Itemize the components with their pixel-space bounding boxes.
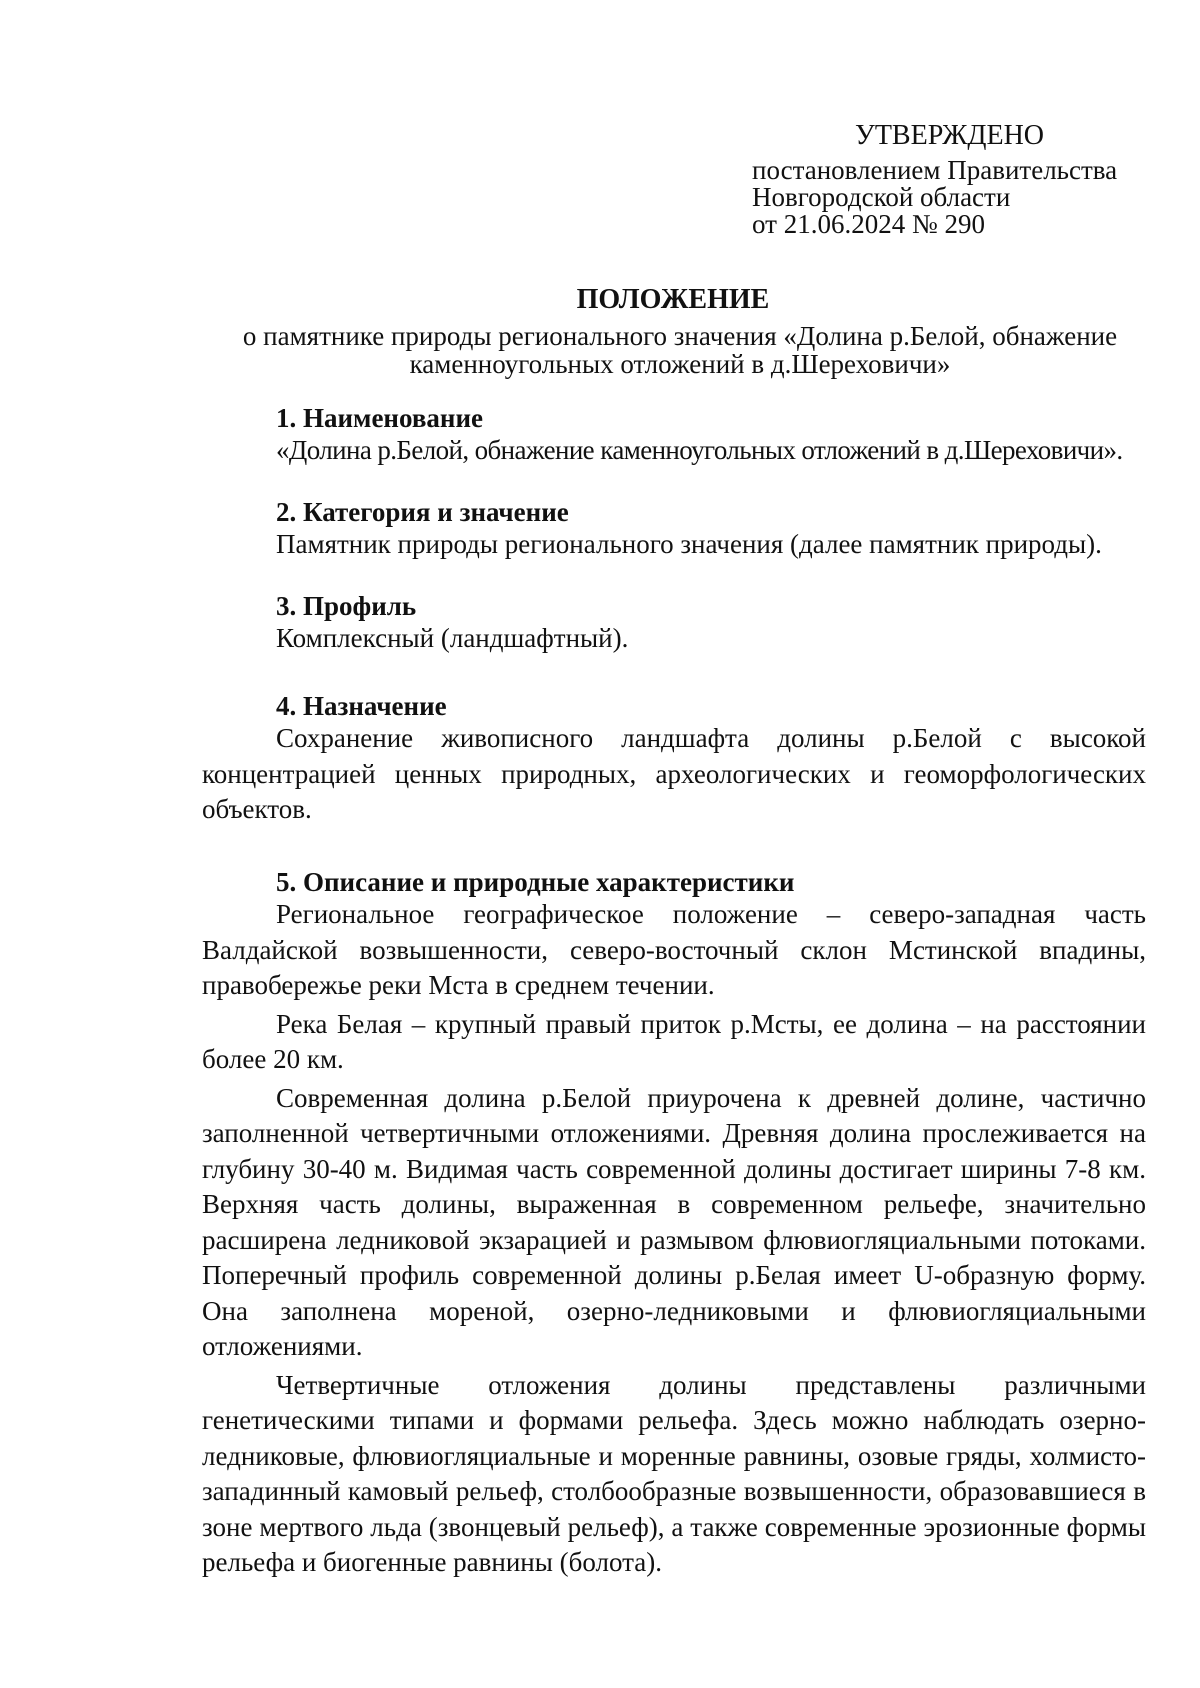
section-text: Комплексный (ландшафтный).: [276, 623, 629, 653]
document-subtitle: о памятнике природы регионального значения «Долина р.Белой, обнажение каменноугольных отложений в д.Шереховичи»: [242, 321, 1118, 379]
section-heading: 1. Наименование: [276, 403, 483, 433]
approval-line-1: постановлением Правительства: [752, 155, 1118, 185]
section-text: Памятник природы регионального значения (далее памятник природы).: [276, 529, 1102, 559]
section-heading: 4. Назначение: [276, 691, 447, 721]
section-paragraph: Четвертичные отложения долины представлены различными генетическими типами и формами рельефа. Здесь можно наблюдать озерно-ледниковые, флювиогляциальные и моренные равнины, озовые гряды, холмисто-западинный камовый рельеф, столбообразные возвышенности, образовавшиеся в зоне мертвого льда (звонцевый рельеф), а также современные эрозионные формы рельефа и биогенные равнины (болота).: [202, 1369, 1146, 1577]
section-text: «Долина р.Белой, обнажение каменноугольных отложений в д.Шереховичи».: [276, 435, 1123, 465]
approval-heading: УТВЕРЖДЕНО: [855, 120, 1045, 151]
document-title: ПОЛОЖЕНИЕ: [576, 284, 770, 315]
section-heading: 5. Описание и природные характеристики: [276, 867, 795, 897]
section-paragraph: Современная долина р.Белой приурочена к древней долине, частично заполненной четвертичными отложениями. Древняя долина прослеживается на глубину 30-40 м. Видимая часть современной долины достигает ширины 7-8 км. Верхняя часть долины, выраженная в современном рельефе, значительно расширена ледниковой экзарацией и размывом флювиогляциальными потоками. Поперечный профиль современной долины р.Белая имеет U-образную форму. Она заполнена мореной, озерно-ледниковыми и флювиогляциальными отложениями.: [202, 1082, 1146, 1361]
approval-stamp: [752, 122, 1117, 238]
section-heading: 2. Категория и значение: [276, 497, 569, 527]
section-purpose: [202, 691, 1146, 828]
section-paragraph: Региональное географическое положение – северо-западная часть Валдайской возвышенности, северо-восточный склон Мстинской впадины, правобережье реки Мста в среднем течении.: [202, 899, 1146, 1000]
section-description: [202, 867, 1146, 1581]
section-heading: 3. Профиль: [276, 591, 417, 621]
approval-line-2: Новгородской области: [752, 182, 1011, 212]
section-paragraph: Река Белая – крупный правый приток р.Мсты, ее долина – на расстоянии более 20 км.: [202, 1008, 1146, 1074]
section-name: [202, 403, 1146, 469]
section-category: [202, 497, 1146, 563]
section-profile: [202, 591, 1146, 657]
section-paragraph: Сохранение живописного ландшафта долины р.Белой с высокой концентрацией ценных природных, археологических и геоморфологических объектов.: [202, 723, 1146, 824]
approval-line-3: от 21.06.2024 № 290: [752, 209, 985, 239]
